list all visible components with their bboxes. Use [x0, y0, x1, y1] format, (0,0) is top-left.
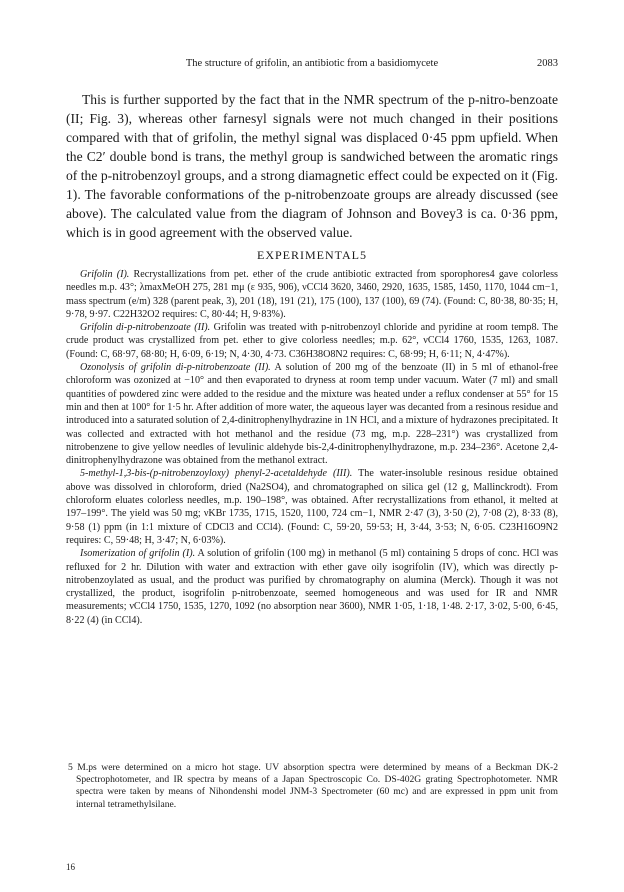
exp-body-acetaldehyde: The water-insoluble resinous residue obtained above was dissolved in chloroform, dried (Na2SO4), and chromatographed on silica gel (12 g, Mallinckrodt). From chloroform eluates colorless needles, m.p. 190–198°, was obtained. After recrystallizations from ethanol, it melted at 197–199°. The yield was 50 mg; νKBr 1735, 1715, 1520, 1100, 724 cm−1, NMR 2·47 (3), 3·50 (2), 7·08 (2), 8·33 (8), 9·58 (1) ppm (in 1:1 mixture of CDCl3 and CCl4). (Found: C, 59·20, 59·53; H, 3·44, 3·53; N, 6·05. C23H16O9N2 requires: C, 59·48; H, 3·47; N, 6·03%). — [66, 468, 558, 546]
experimental-heading: EXPERIMENTAL5 — [256, 248, 368, 262]
page-number: 2083 — [537, 58, 558, 69]
footnote — [66, 762, 558, 811]
exp-body-dinitrobenzoate: Grifolin was treated with p-nitrobenzoyl chloride and pyridine at room temp8. The crude product was crystallized from pet. ether to give colorless needles; m.p. 62°, νCCl4 1760, 1535, 1263, 1087. (Found: C, 68·97, 68·80; H, 6·09, 6·19; N, 4·30, 4·73. C36H38O8N2 requires: C, 68·99; H, 6·11; N, 4·47%). — [66, 322, 558, 360]
footnote-text: 5 M.ps were determined on a micro hot stage. UV absorption spectra were determined by means of a Beckman DK-2 Spectrophotometer, and IR spectra by means of a Japan Spectroscopic Co. DS-402G grating Spectrophotometer. NMR spectra were taken by means of Nihondenshi model JNM-3 Spectrometer (60 mc) and are expressed in ppm unit from internal tetramethylsilane. — [68, 762, 558, 810]
exp-body-grifolin: Recrystallizations from pet. ether of the crude antibiotic extracted from sporophores4 gave colorless needles m.p. 43°; λmaxMeOH 275, 281 mμ (ε 935, 906), νCCl4 3620, 3460, 2920, 1635, 1585, 1450, 1170, 1044 cm−1, mass spectrum (e/m) 328 (parent peak, 3), 201 (18), 191 (21), 175 (100), 137 (100), 69 (74). (Found: C, 80·38, 80·35; H, 9·78, 9·97. C22H32O2 requires: C, 80·44; H, 9·83%). — [66, 269, 558, 320]
exp-paragraph-grifolin — [66, 268, 558, 321]
exp-title-grifolin: Grifolin (I). — [80, 269, 130, 280]
exp-paragraph-dinitrobenzoate — [66, 321, 558, 361]
exp-title-dinitrobenzoate: Grifolin di-p-nitrobenzoate (II). — [80, 322, 211, 334]
intro-paragraph: This is further supported by the fact that in the NMR spectrum of the p-nitro-benzoate (II; Fig. 3), whereas other farnesyl signals were not much changed in their positions compared with that of grifolin, the methyl signal was displaced 0·45 ppm upfield. When the C2′ double bond is trans, the methyl group is sandwiched between the aromatic rings of the p-nitrobenzoyl groups, and a strong diamagnetic effect could be expected on it (Fig. 1). The favorable conformations of the p-nitrobenzoate groups are already discussed (see above). The calculated value from the diagram of Johnson and Bovey3 is ca. 0·36 ppm, which is in good agreement with the observed value. — [66, 92, 558, 240]
exp-title-isomerization: Isomerization of grifolin (I). — [80, 548, 196, 560]
exp-paragraph-acetaldehyde — [66, 467, 558, 547]
folio-number: 16 — [66, 862, 75, 872]
running-header — [66, 58, 558, 74]
experimental-section — [66, 268, 558, 627]
exp-body-isomerization: A solution of grifolin (100 mg) in methanol (5 ml) containing 5 drops of conc. HCl was refluxed for 2 hr. Dilution with water and extraction with ether gave oily isogrifolin (IV), which was directly p-nitrobenzoylated as usual, and the product was purified by chromatography on alumina (Merck). Though it was not crystallized, the product, isogrifolin p-nitrobenzoate, seemed homogeneous and was used for IR and NMR measurements; νCCl4 1750, 1535, 1270, 1092 (no absorption near 3600), NMR 1·05, 1·18, 1·48. 2·17, 3·02, 5·00, 6·45, 8·22 (4) (in CCl4). — [66, 548, 558, 626]
exp-title-ozonolysis: Ozonolysis of grifolin di-p-nitrobenzoate (II). — [80, 362, 271, 374]
exp-body-ozonolysis: A solution of 200 mg of the benzoate (II) in 5 ml of ethanol-free chloroform was ozonized at −10° and then evaporated to dryness at room temp under vacuum. Water (7 ml) and small quantities of powdered zinc were added to the residue and the mixture was heated under a reflux condenser at 55° for 15 min and then at 100° for 1·5 hr. After addition of more water, the aqueous layer was decanted from a resinous residue and introduced into a saturated solution of 2,4-dinitrophenylhydrazine in 1N HCl, and a mixture of hydrazones precipitated. It was collected and extracted with hot methanol and the residue (73 mg, m.p. 228–231°) was crystallized from nitrobenzene to give yellow needles of levulinic aldehyde bis-2,4-dinitrophenylhydrazone, m.p. 234–236°. Acetone 2,4-dinitrophenylhydrazone was obtained from the methanol extract. — [66, 362, 558, 467]
exp-title-acetaldehyde: 5-methyl-1,3-bis-(p-nitrobenzoyloxy) phenyl-2-acetaldehyde (III). — [80, 468, 353, 480]
running-title: The structure of grifolin, an antibiotic from a basidiomycete — [185, 58, 439, 69]
exp-paragraph-ozonolysis — [66, 361, 558, 467]
exp-paragraph-isomerization — [66, 547, 558, 627]
intro-section — [66, 90, 558, 242]
